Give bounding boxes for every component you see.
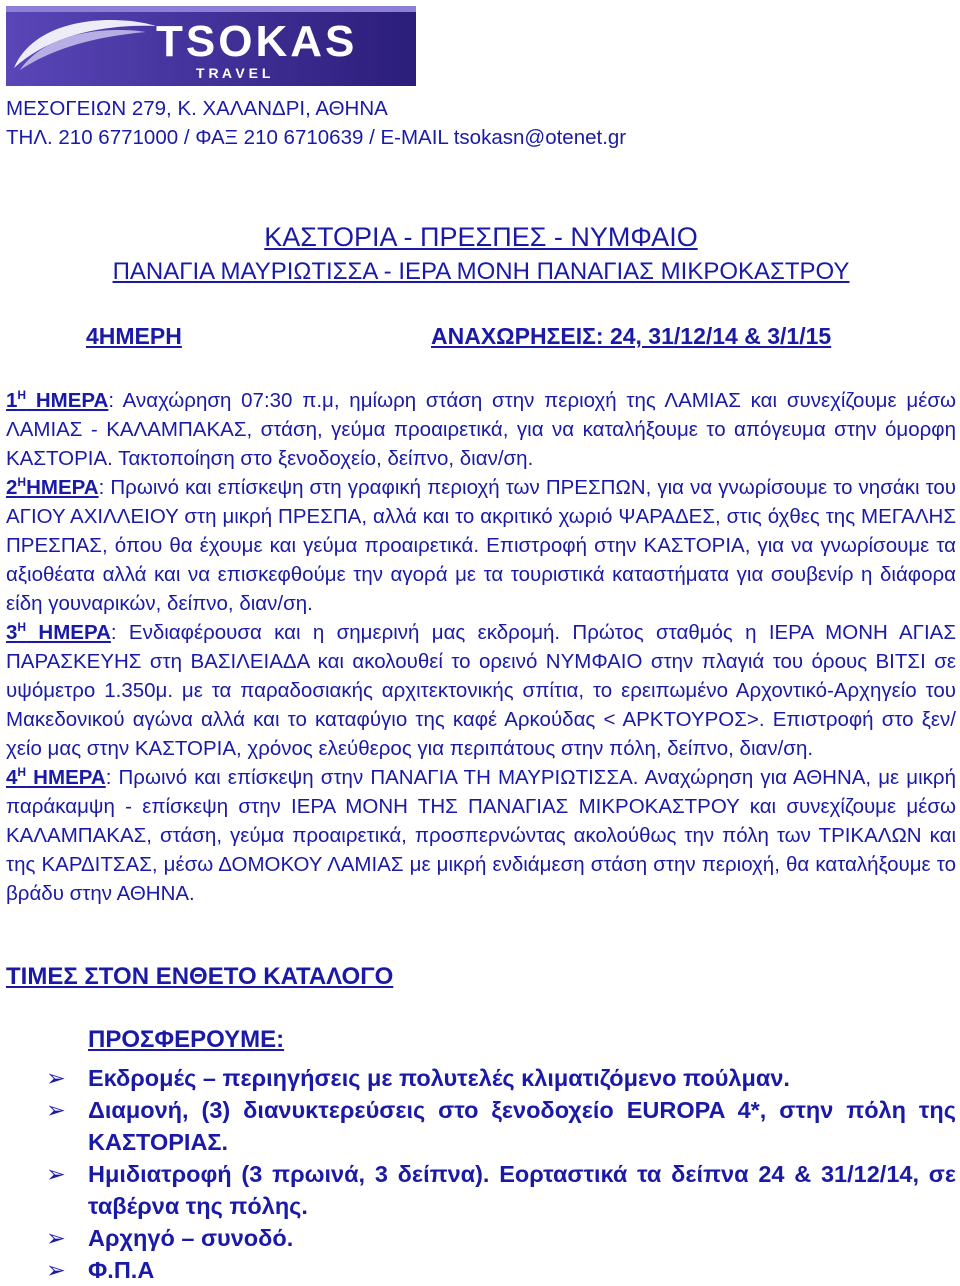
- arrow-bullet-icon: ➢: [46, 1161, 66, 1187]
- arrow-bullet-icon: ➢: [46, 1225, 66, 1251]
- day-3-text: : Ενδιαφέρουσα και η σημερινή μας εκδρομή. Πρώτος σταθμός η ΙΕΡΑ ΜΟΝΗ ΑΓΙΑΣ ΠΑΡΑΣΚΕΥΗΣ στη ΒΑΣΙΛΕΙΑΔΑ και ακολουθεί το ορεινό ΝΥΜΦΑΙΟ στην πλαγιά του όρους ΒΙΤΣΙ σε υψόμετρο 1.350μ. με τα παραδοσιακής αρχιτεκτονικής σπίτια, το ερειπωμένο Αρχοντικό-Αρχηγείο του Μακεδονικού αγώνα αλλά και το καταφύγιο της καφέ Αρκούδας < ΑΡΚΤΟΥΡΟΣ>. Επιστροφή στο ξεν/χείο μας στην ΚΑΣΤΟΡΙΑ, χρόνος ελεύθερος για περιπάτους στην πόλη, δείπνο, διαν/ση.: [6, 621, 956, 760]
- day-1-text: : Αναχώρηση 07:30 π.μ, ημίωρη στάση στην περιοχή της ΛΑΜΙΑΣ και συνεχίζουμε μέσω ΛΑΜΙΑΣ - ΚΑΛΑΜΠΑΚΑΣ, στάση, γεύμα προαιρετικά, για να καταλήξουμε το απόγευμα στην όμορφη ΚΑΣΤΟΡΙΑ. Τακτοποίηση στο ξενοδοχείο, δείπνο, διαν/ση.: [6, 389, 956, 470]
- day-2-heading: $2^HHMEPA$: [6, 475, 99, 499]
- offer-item: ➢ Αρχηγό – συνοδό.: [6, 1222, 956, 1254]
- trip-departures: ΑΝΑΧΩΡΗΣΕΙΣ: 24, 31/12/14 & 3/1/15: [431, 323, 832, 349]
- arrow-bullet-icon: ➢: [46, 1097, 66, 1123]
- day-2-paragraph: [6, 473, 956, 618]
- offer-item: ➢ Ημιδιατροφή (3 πρωινά, 3 δείπνα). Εορταστικά τα δείπνα 24 & 31/12/14, σε ταβέρνα της πόλης.: [6, 1158, 956, 1222]
- contact-line: ΤΗΛ. 210 6771000 / ΦΑΞ 210 6710639 / E-MAIL tsokasn@otenet.gr: [6, 126, 627, 149]
- arrow-bullet-icon: ➢: [46, 1257, 66, 1283]
- offer-title: ΠΡΟΣΦΕΡΟΥΜΕ:: [88, 1026, 285, 1053]
- address-line: ΜΕΣΟΓΕΙΩΝ 279, Κ. ΧΑΛΑΝΔΡΙ, ΑΘΗΝΑ: [6, 97, 388, 120]
- day-4-paragraph: [6, 763, 956, 908]
- trip-duration: 4ΗΜΕΡΗ: [86, 323, 182, 349]
- offer-item: ➢ Φ.Π.Α: [6, 1254, 956, 1286]
- day-1-heading: $1^H$ ΗΜΕΡΑ: [6, 388, 109, 412]
- itinerary: [6, 386, 956, 908]
- logo-main-text: TSOKAS: [156, 17, 358, 66]
- offer-item: ➢ Διαμονή, (3) διανυκτερεύσεις στο ξενοδοχείο EUROPA 4*, στην πόλη της ΚΑΣΤΟΡΙΑΣ.: [6, 1094, 956, 1158]
- logo-sub-text: T R A V E L: [196, 65, 271, 81]
- prices-note: ΤΙΜΕΣ ΣΤΟΝ ΕΝΘΕΤΟ ΚΑΤΑΛΟΓΟ: [6, 963, 394, 990]
- day-4-text: : Πρωινό και επίσκεψη στην ΠΑΝΑΓΙΑ ΤΗ ΜΑΥΡΙΩΤΙΣΣΑ. Αναχώρηση για ΑΘΗΝΑ, με μικρή παράκαμψη - επίσκεψη στην ΙΕΡΑ ΜΟΝΗ ΤΗΣ ΠΑΝΑΓΙΑΣ ΜΙΚΡΟΚΑΣΤΡΟΥ και συνεχίζουμε μέσω ΚΑΛΑΜΠΑΚΑΣ, στάση, γεύμα προαιρετικά, προσπερνώντας ακολούθως την πόλη των ΤΡΙΚΑΛΩΝ και της ΚΑΡΔΙΤΣΑΣ, μέσω ΔΟΜΟΚΟΥ ΛΑΜΙΑΣ με μικρή ενδιάμεση στάση στην περιοχή, θα καταλήξουμε το βράδυ στην ΑΘΗΝΑ.: [6, 766, 956, 905]
- tsokas-travel-logo: [6, 6, 416, 86]
- offer-list: [6, 1062, 956, 1286]
- trip-title: ΚΑΣΤΟΡΙΑ - ΠΡΕΣΠΕΣ - ΝΥΜΦΑΙΟ: [264, 222, 698, 252]
- day-2-text: : Πρωινό και επίσκεψη στη γραφική περιοχή των ΠΡΕΣΠΩΝ, για να γνωρίσουμε το νησάκι του ΑΓΙΟΥ ΑΧΙΛΛΕΙΟΥ στη μικρή ΠΡΕΣΠΑ, αλλά και το ακριτικό χωριό ΨΑΡΑΔΕΣ, στις όχθες της ΜΕΓΑΛΗΣ ΠΡΕΣΠΑΣ, όπου θα έχουμε και γεύμα προαιρετικά. Επιστροφή στην ΚΑΣΤΟΡΙΑ, για να γνωρίσουμε τα αξιοθέατα αλλά και να επισκεφθούμε την αγορά με τα τουριστικά καταστήματα για σουβενίρ η διάφορα είδη γουναρικών, δείπνο, διαν/ση.: [6, 476, 956, 615]
- arrow-bullet-icon: ➢: [46, 1065, 66, 1091]
- day-3-heading: $3^H$ ΗΜΕΡΑ: [6, 620, 111, 644]
- day-1-paragraph: [6, 386, 956, 473]
- day-3-paragraph: [6, 618, 956, 763]
- contact-block: [6, 94, 626, 152]
- offer-item: ➢ Εκδρομές – περιηγήσεις με πολυτελές κλιματιζόμενο πούλμαν.: [6, 1062, 956, 1094]
- day-4-heading: $4^H$ ΗΜΕΡΑ: [6, 765, 106, 789]
- trip-subtitle: ΠΑΝΑΓΙΑ ΜΑΥΡΙΩΤΙΣΣΑ - ΙΕΡΑ ΜΟΝΗ ΠΑΝΑΓΙΑΣ ΜΙΚΡΟΚΑΣΤΡΟΥ: [112, 258, 850, 285]
